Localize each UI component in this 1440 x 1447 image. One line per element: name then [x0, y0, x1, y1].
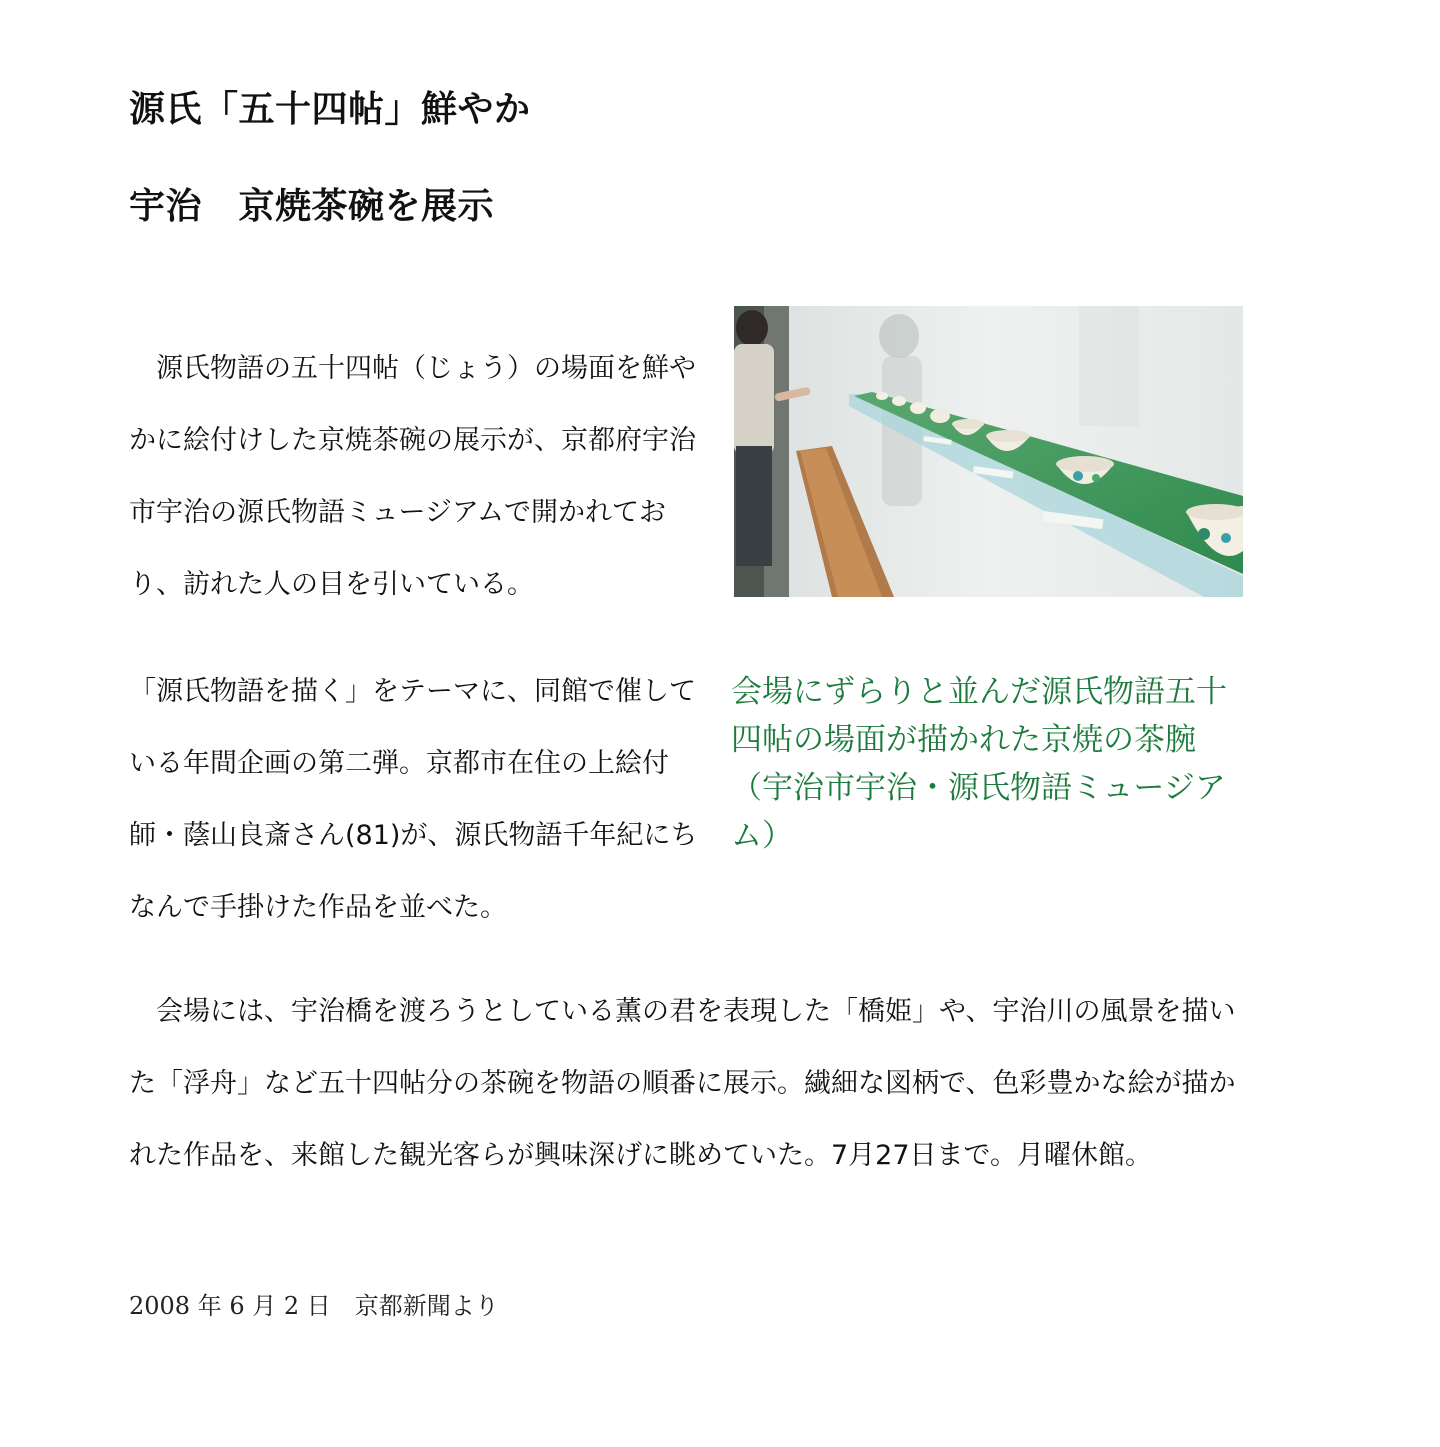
- photo-caption: 会場にずらりと並んだ源氏物語五十四帖の場面が描かれた京焼の茶腕（宇治市宇治・源氏物語ミュージアム）: [731, 674, 1227, 854]
- article-paragraph-3: 会場には、宇治橋を渡ろうとしている薫の君を表現した「橋姫」や、宇治川の風景を描いた「浮舟」など五十四帖分の茶碗を物語の順番に展示。繊細な図柄で、色彩豊かな絵が描かれた作品を、来館した観光客らが興味深げに眺めていた。7月27日まで。月曜休館。: [129, 996, 1236, 1171]
- headline-main: 源氏「五十四帖」鮮やか: [129, 89, 531, 130]
- article-paragraph-1: 源氏物語の五十四帖（じょう）の場面を鮮やかに絵付けした京焼茶碗の展示が、京都府宇治市宇治の源氏物語ミュージアムで開かれており、訪れた人の目を引いている。: [129, 353, 696, 600]
- headline-sub: 宇治 京焼茶碗を展示: [129, 186, 495, 227]
- article-paragraph-2: 「源氏物語を描く」をテーマに、同館で催している年間企画の第二弾。京都市在住の上絵付師・蔭山良斎さん(81)が、源氏物語千年紀にちなんで手掛けた作品を並べた。: [129, 676, 698, 923]
- exhibition-photo: [734, 306, 1243, 597]
- source-attribution: 2008 年 6 月 2 日 京都新聞より: [129, 1292, 499, 1320]
